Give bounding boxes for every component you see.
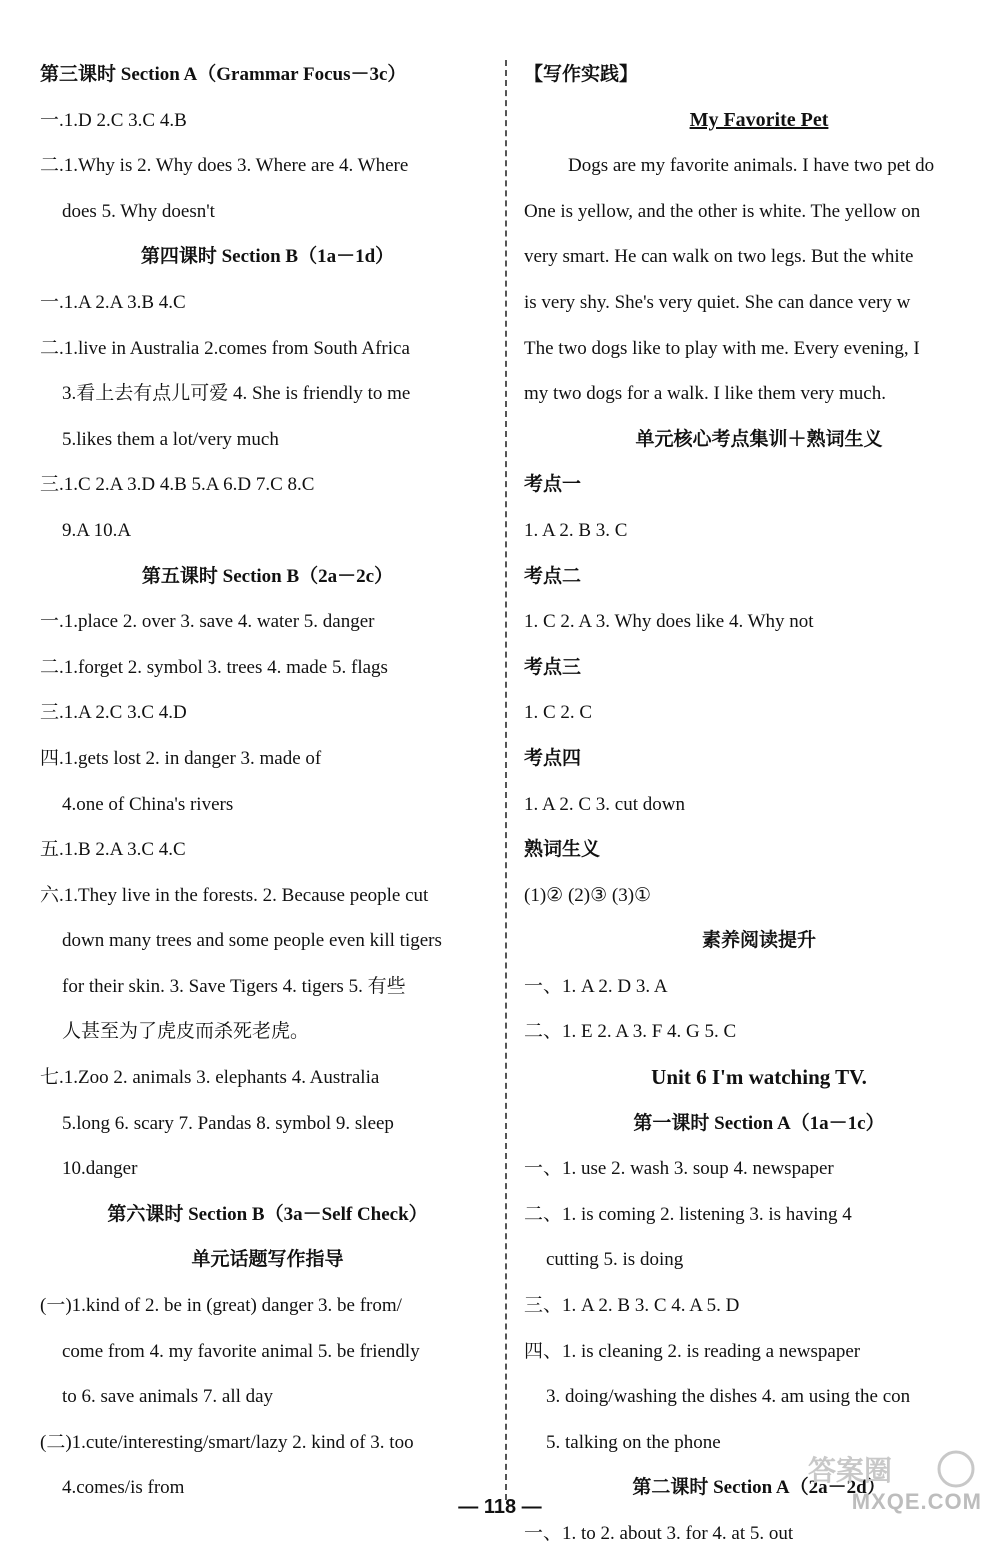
right-line: is very shy. She's very quiet. She can dance very w: [524, 291, 911, 313]
watermark-logo: [806, 1449, 986, 1489]
right-line: 熟词生义: [524, 839, 601, 861]
right-line: One is yellow, and the other is white. The yellow on: [524, 200, 921, 222]
left-line: 二.1.live in Australia 2.comes from South Africa: [40, 337, 410, 359]
right-line: (1)② (2)③ (3)①: [524, 884, 652, 906]
watermark: [806, 1449, 986, 1515]
left-line: 第三课时 Section A（Grammar Focus－3c）: [40, 64, 407, 85]
right-line: 考点三: [524, 656, 582, 678]
right-line: The two dogs like to play with me. Every evening, I: [524, 337, 920, 359]
left-line: 五.1.B 2.A 3.C 4.C: [40, 839, 186, 861]
right-line: 二、1. is coming 2. listening 3. is having 4: [524, 1203, 852, 1225]
left-line: 第六课时 Section B（3a－Self Check）: [107, 1203, 428, 1225]
right-line: 5. talking on the phone: [546, 1431, 721, 1453]
right-line: 素养阅读提升: [701, 930, 816, 952]
right-line: 考点四: [524, 747, 582, 769]
right-line: 1. A 2. B 3. C: [524, 519, 628, 541]
left-line: 四.1.gets lost 2. in danger 3. made of: [40, 747, 322, 769]
left-line: 单元话题写作指导: [191, 1249, 344, 1271]
right-line: Dogs are my favorite animals. I have two pet do: [568, 155, 935, 177]
left-line: 3.看上去有点儿可爱 4. She is friendly to me: [62, 383, 411, 405]
right-line: 第一课时 Section A（1a－1c）: [633, 1112, 885, 1134]
left-line: does 5. Why doesn't: [62, 200, 215, 222]
right-line: 考点一: [524, 474, 582, 496]
right-line: 三、1. A 2. B 3. C 4. A 5. D: [524, 1295, 740, 1317]
right-line: 一、1. use 2. wash 3. soup 4. newspaper: [524, 1158, 834, 1180]
right-line: 四、1. is cleaning 2. is reading a newspaper: [524, 1340, 861, 1362]
left-line: 三.1.C 2.A 3.D 4.B 5.A 6.D 7.C 8.C: [40, 474, 315, 496]
left-line: to 6. save animals 7. all day: [62, 1386, 274, 1408]
left-line: (二)1.cute/interesting/smart/lazy 2. kind of 3. too: [40, 1431, 414, 1453]
left-line: 六.1.They live in the forests. 2. Because people cut: [40, 884, 429, 906]
right-line: 1. A 2. C 3. cut down: [524, 793, 685, 815]
right-line: 一、1. A 2. D 3. A: [524, 975, 668, 997]
left-line: 第五课时 Section B（2a－2c）: [141, 565, 394, 587]
right-column: [524, 52, 994, 1557]
left-line: 5.likes them a lot/very much: [62, 428, 279, 450]
left-line: 七.1.Zoo 2. animals 3. elephants 4. Australia: [40, 1067, 380, 1089]
right-line: 考点二: [524, 565, 582, 587]
right-line: 第二课时 Section A（2a－2d）: [632, 1477, 886, 1499]
left-line: 5.long 6. scary 7. Pandas 8. symbol 9. sleep: [62, 1112, 394, 1134]
left-line: 一.1.place 2. over 3. save 4. water 5. danger: [40, 611, 375, 633]
right-line: 【写作实践】: [524, 64, 639, 85]
left-line: (一)1.kind of 2. be in (great) danger 3. be from/: [40, 1295, 402, 1317]
right-line: 二、1. E 2. A 3. F 4. G 5. C: [524, 1021, 737, 1043]
left-line: 4.one of China's rivers: [62, 793, 234, 815]
left-line: 10.danger: [62, 1158, 138, 1180]
left-line: 三.1.A 2.C 3.C 4.D: [40, 702, 187, 724]
watermark-logo-text: 答案圈: [808, 1454, 893, 1487]
left-line: 二.1.forget 2. symbol 3. trees 4. made 5. flags: [40, 656, 388, 678]
left-line: 一.1.A 2.A 3.B 4.C: [40, 291, 186, 313]
left-line: 人甚至为了虎皮而杀死老虎。: [62, 1021, 310, 1043]
right-line: cutting 5. is doing: [546, 1249, 684, 1271]
left-line: down many trees and some people even kill tigers: [62, 930, 442, 952]
left-line: 二.1.Why is 2. Why does 3. Where are 4. Where: [40, 155, 409, 177]
left-column: [40, 52, 495, 1511]
right-line: 单元核心考点集训＋熟词生义: [635, 428, 883, 450]
left-line: 9.A 10.A: [62, 519, 132, 541]
right-line: 1. C 2. C: [524, 702, 593, 724]
left-line: come from 4. my favorite animal 5. be friendly: [62, 1340, 420, 1362]
right-line: 1. C 2. A 3. Why does like 4. Why not: [524, 611, 814, 633]
watermark-domain: MXQE.COM: [851, 1489, 982, 1514]
right-line: my two dogs for a walk. I like them very much.: [524, 383, 886, 405]
right-line: 3. doing/washing the dishes 4. am using the con: [546, 1386, 911, 1408]
column-divider: [505, 60, 507, 1500]
right-line: My Favorite Pet: [689, 108, 829, 131]
right-line: Unit 6 I'm watching TV.: [651, 1065, 867, 1090]
right-line: 一、1. to 2. about 3. for 4. at 5. out: [524, 1523, 794, 1544]
left-line: for their skin. 3. Save Tigers 4. tigers 5. 有些: [62, 975, 406, 997]
left-line: 第四课时 Section B（1a－1d）: [140, 246, 395, 268]
page-number: — 118 —: [458, 1496, 542, 1518]
left-line: 4.comes/is from: [62, 1477, 185, 1499]
right-line: very smart. He can walk on two legs. But the white: [524, 246, 914, 268]
left-line: 一.1.D 2.C 3.C 4.B: [40, 109, 187, 131]
